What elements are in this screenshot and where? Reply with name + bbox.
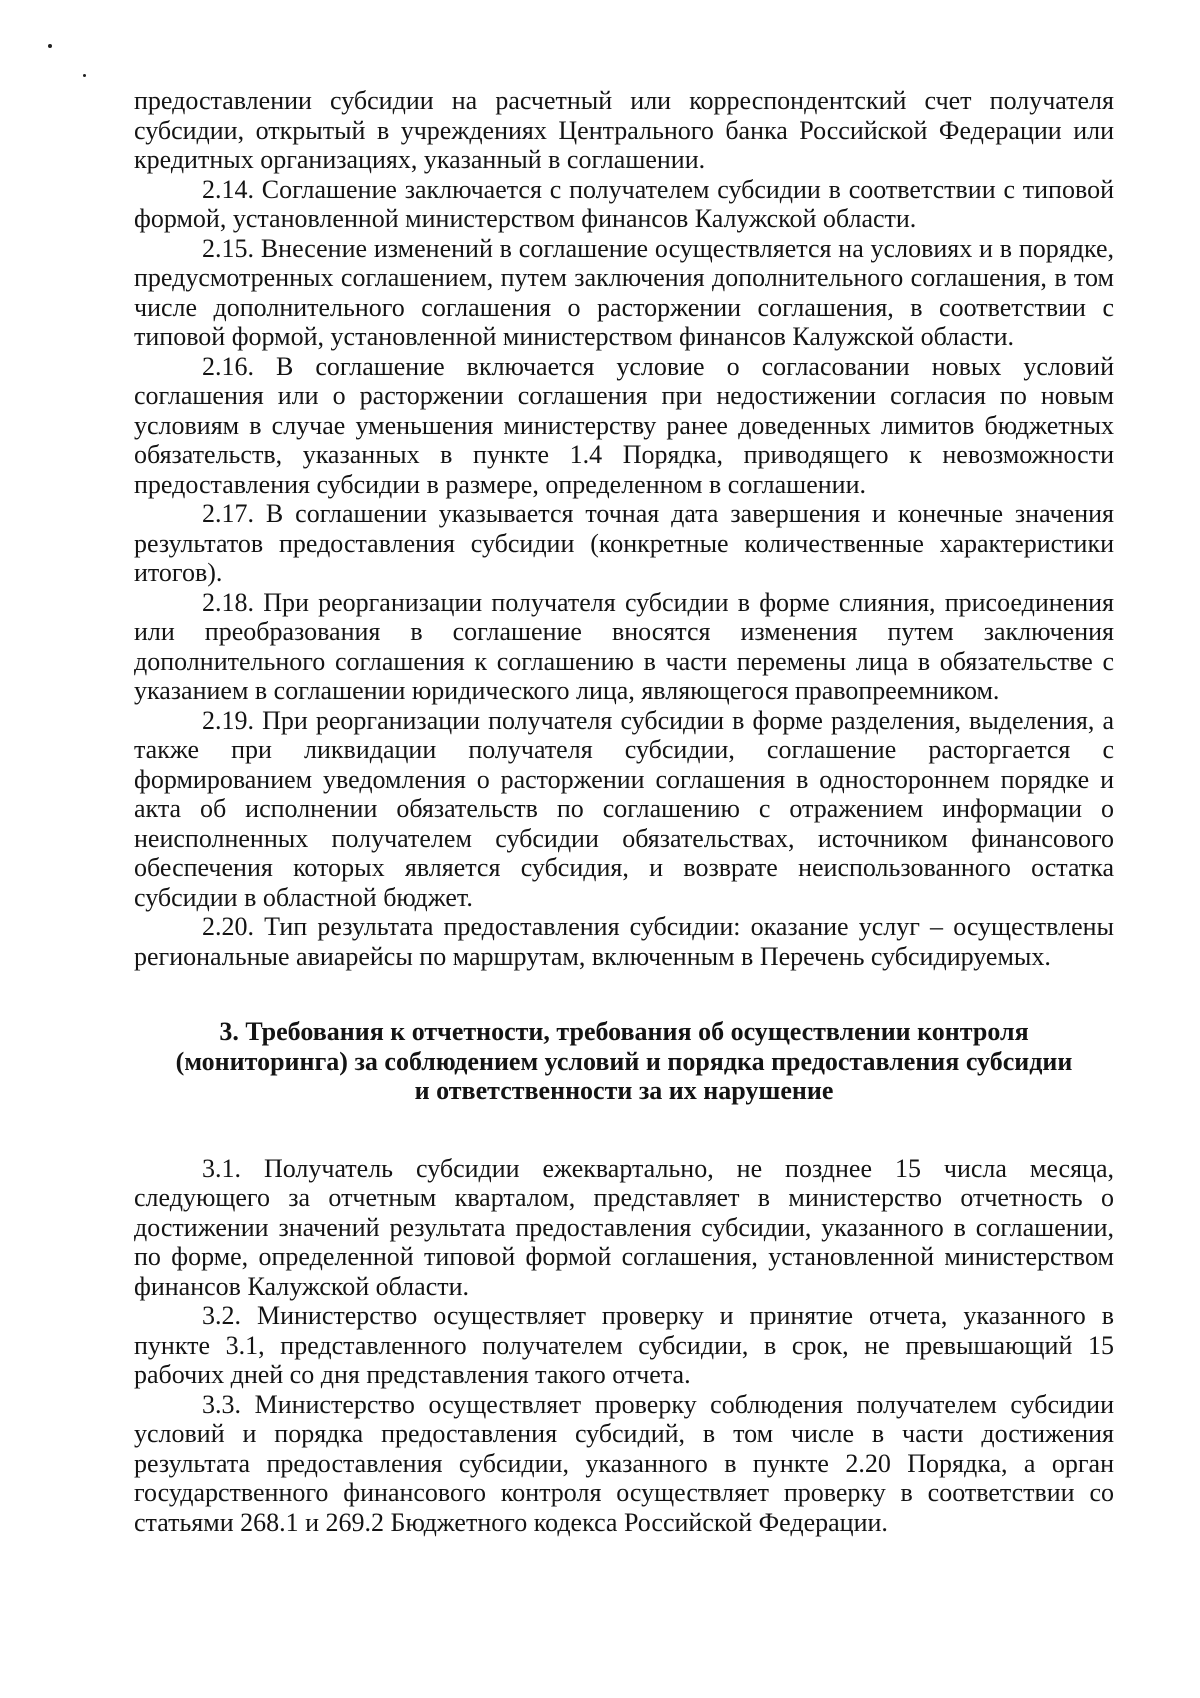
paragraph-2-20: 2.20. Тип результата предоставления субсидии: оказание услуг – осуществлены региональные авиарейсы по маршрутам, включенным в Перечень субсидируемых.: [134, 912, 1114, 971]
paragraph-3-2: 3.2. Министерство осуществляет проверку и принятие отчета, указанного в пункте 3.1, представленного получателем субсидии, в срок, не превышающий 15 рабочих дней со дня представления такого отчета.: [134, 1301, 1114, 1389]
paragraph-3-3: 3.3. Министерство осуществляет проверку соблюдения получателем субсидии условий и порядка предоставления субсидий, в том числе в части достижения результата предоставления субсидии, указанного в пункте 2.20 Порядка, а орган государственного финансового контроля осуществляет проверку в соответствии со статьями 268.1 и 269.2 Бюджетного кодекса Российской Федерации.: [134, 1389, 1114, 1537]
paragraph-3-1: 3.1. Получатель субсидии ежеквартально, не позднее 15 числа месяца, следующего за отчетным кварталом, представляет в министерство отчетность о достижении значений результата предоставления субсидии, указанного в соглашении, по форме, определенной типовой формой соглашения, установленной министерством финансов Калужской области.: [134, 1153, 1114, 1301]
section-3-heading: [154, 1017, 1094, 1106]
paragraph-2-19: 2.19. При реорганизации получателя субсидии в форме разделения, выделения, а также при ликвидации получателя субсидии, соглашение расторгается с формированием уведомления о расторжении соглашения в одностороннем порядке и акта об исполнении обязательств по соглашению с отражением информации о неисполненных получателем субсидии обязательствах, источником финансового обеспечения которых является субсидия, и возврате неиспользованного остатка субсидии в областной бюджет.: [134, 705, 1114, 912]
scan-speck: [48, 44, 52, 48]
paragraph-2-14: 2.14. Соглашение заключается с получателем субсидии в соответствии с типовой формой, установленной министерством финансов Калужской области.: [134, 174, 1114, 233]
section-heading-line: (мониторинга) за соблюдением условий и порядка предоставления субсидии: [175, 1046, 1073, 1076]
paragraph-2-18: 2.18. При реорганизации получателя субсидии в форме слияния, присоединения или преобразования в соглашение вносятся изменения путем заключения дополнительного соглашения к соглашению в части перемены лица в обязательстве с указанием в соглашении юридического лица, являющегося правопреемником.: [134, 587, 1114, 705]
section-heading-line: и ответственности за их нарушение: [414, 1076, 834, 1105]
paragraph-2-15: 2.15. Внесение изменений в соглашение осуществляется на условиях и в порядке, предусмотренных соглашением, путем заключения дополнительного соглашения, в том числе дополнительного соглашения о расторжении соглашения, в соответствии с типовой формой, установленной министерством финансов Калужской области.: [134, 233, 1114, 351]
scan-speck: [83, 74, 86, 77]
paragraph-continued: предоставлении субсидии на расчетный или корреспондентский счет получателя субсидии, открытый в учреждениях Центрального банка Российской Федерации или кредитных организациях, указанный в соглашении.: [134, 86, 1114, 174]
document-body: [134, 86, 1114, 1537]
section-heading-line: 3. Требования к отчетности, требования об осуществлении контроля: [219, 1017, 1029, 1046]
paragraph-2-16: 2.16. В соглашение включается условие о согласовании новых условий соглашения или о расторжении соглашения при недостижении согласия по новым условиям в случае уменьшения министерству ранее доведенных лимитов бюджетных обязательств, указанных в пункте 1.4 Порядка, приводящего к невозможности предоставления субсидии в размере, определенном в соглашении.: [134, 351, 1114, 499]
paragraph-2-17: 2.17. В соглашении указывается точная дата завершения и конечные значения результатов предоставления субсидии (конкретные количественные характеристики итогов).: [134, 499, 1114, 587]
